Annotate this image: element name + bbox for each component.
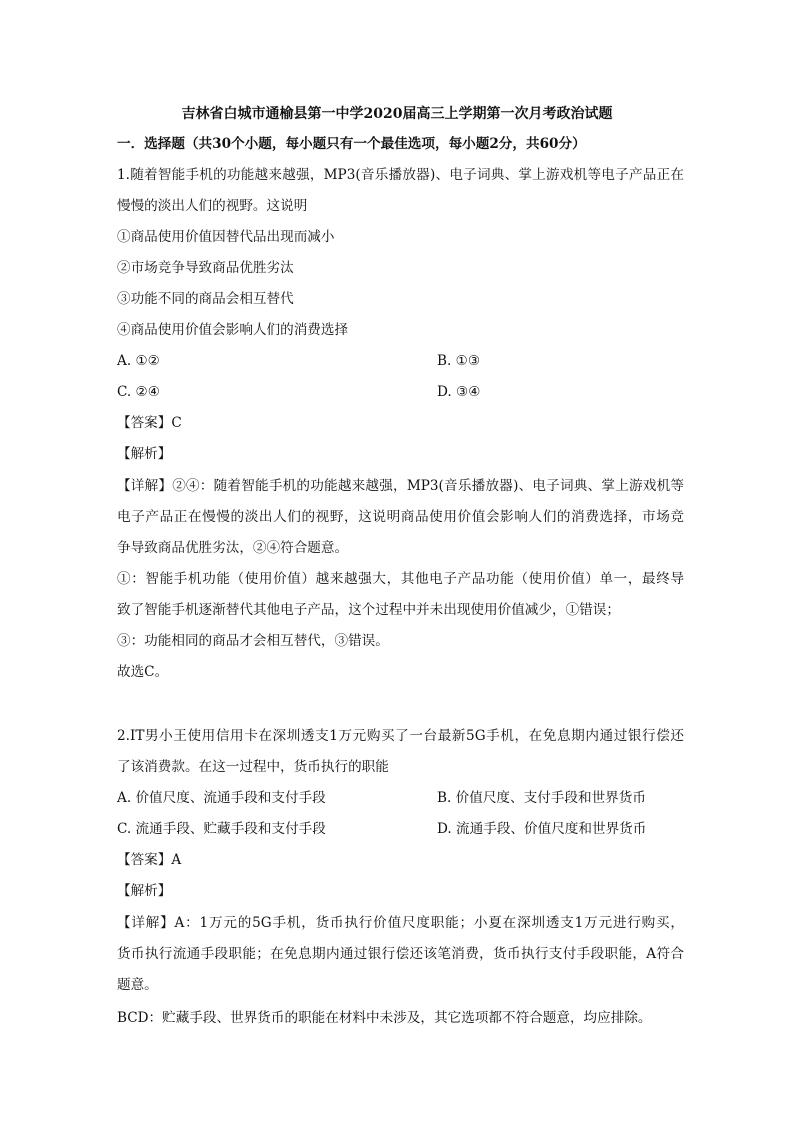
section-heading: 一．选择题（共30个小题，每小题只有一个最佳选项，每小题2分，共60分） xyxy=(117,136,586,152)
q2-option-b: B. 价值尺度、支付手段和世界货币 xyxy=(437,790,646,806)
q2-analysis-label: 【解析】 xyxy=(117,883,172,899)
q2-option-a: A. 价值尺度、流通手段和支付手段 xyxy=(117,790,326,806)
q1-detail-line4: ①：智能手机功能（使用价值）越来越强大，其他电子产品功能（使用价值）单一，最终导 xyxy=(117,571,684,587)
q2-option-c: C. 流通手段、贮藏手段和支付手段 xyxy=(117,821,326,837)
q1-item-3: ③功能不同的商品会相互替代 xyxy=(117,291,294,307)
q1-conclusion: 故选C。 xyxy=(117,664,169,680)
q1-detail-line5: 致了智能手机逐渐替代其他电子产品，这个过程中并未出现使用价值减少，①错误； xyxy=(117,602,620,618)
q2-answer: 【答案】A xyxy=(117,852,182,868)
q1-answer: 【答案】C xyxy=(117,415,182,431)
q1-detail-line1: 【详解】②④：随着智能手机的功能越来越强，MP3(音乐播放器)、电子词典、掌上游戏机等 xyxy=(117,478,684,494)
q1-analysis-label: 【解析】 xyxy=(117,446,172,462)
page-title: 吉林省白城市通榆县第一中学2020届高三上学期第一次月考政治试题 xyxy=(181,106,613,122)
q1-option-c: C. ②④ xyxy=(117,384,160,400)
q2-stem-line2: 了该消费款。在这一过程中，货币执行的职能 xyxy=(117,759,389,775)
q2-detail-line3: 题意。 xyxy=(117,977,158,993)
q1-stem-line1: 1.随着智能手机的功能越来越强，MP3(音乐播放器)、电子词典、掌上游戏机等电子产品正在 xyxy=(117,167,684,183)
q1-item-4: ④商品使用价值会影响人们的消费选择 xyxy=(117,322,349,338)
q1-detail-line2: 电子产品正在慢慢的淡出人们的视野，这说明商品使用价值会影响人们的消费选择，市场竞 xyxy=(117,509,684,525)
q1-item-1: ①商品使用价值因替代品出现而减小 xyxy=(117,229,335,245)
q2-stem-line1: 2.IT男小王使用信用卡在深圳透支1万元购买了一台最新5G手机，在免息期内通过银行偿还 xyxy=(117,728,684,744)
q1-option-d: D. ③④ xyxy=(437,384,481,400)
q1-option-a: A. ①② xyxy=(117,353,160,369)
q2-detail-line1: 【详解】A：1万元的5G手机，货币执行价值尺度职能；小夏在深圳透支1万元进行购买， xyxy=(117,915,684,931)
q1-detail-line3: 争导致商品优胜劣汰，②④符合题意。 xyxy=(117,540,349,556)
q1-detail-line6: ③：功能相同的商品才会相互替代，③错误。 xyxy=(117,633,389,649)
q1-item-2: ②市场竞争导致商品优胜劣汰 xyxy=(117,260,294,276)
q2-detail-line4: BCD：贮藏手段、世界货币的职能在材料中未涉及，其它选项都不符合题意，均应排除。 xyxy=(117,1010,652,1026)
q2-detail-line2: 货币执行流通手段职能；在免息期内通过银行偿还该笔消费，货币执行支付手段职能，A符合 xyxy=(117,946,684,962)
q1-stem-line2: 慢慢的淡出人们的视野。这说明 xyxy=(117,198,308,214)
q2-option-d: D. 流通手段、价值尺度和世界货币 xyxy=(437,821,647,837)
q1-option-b: B. ①③ xyxy=(437,353,481,369)
